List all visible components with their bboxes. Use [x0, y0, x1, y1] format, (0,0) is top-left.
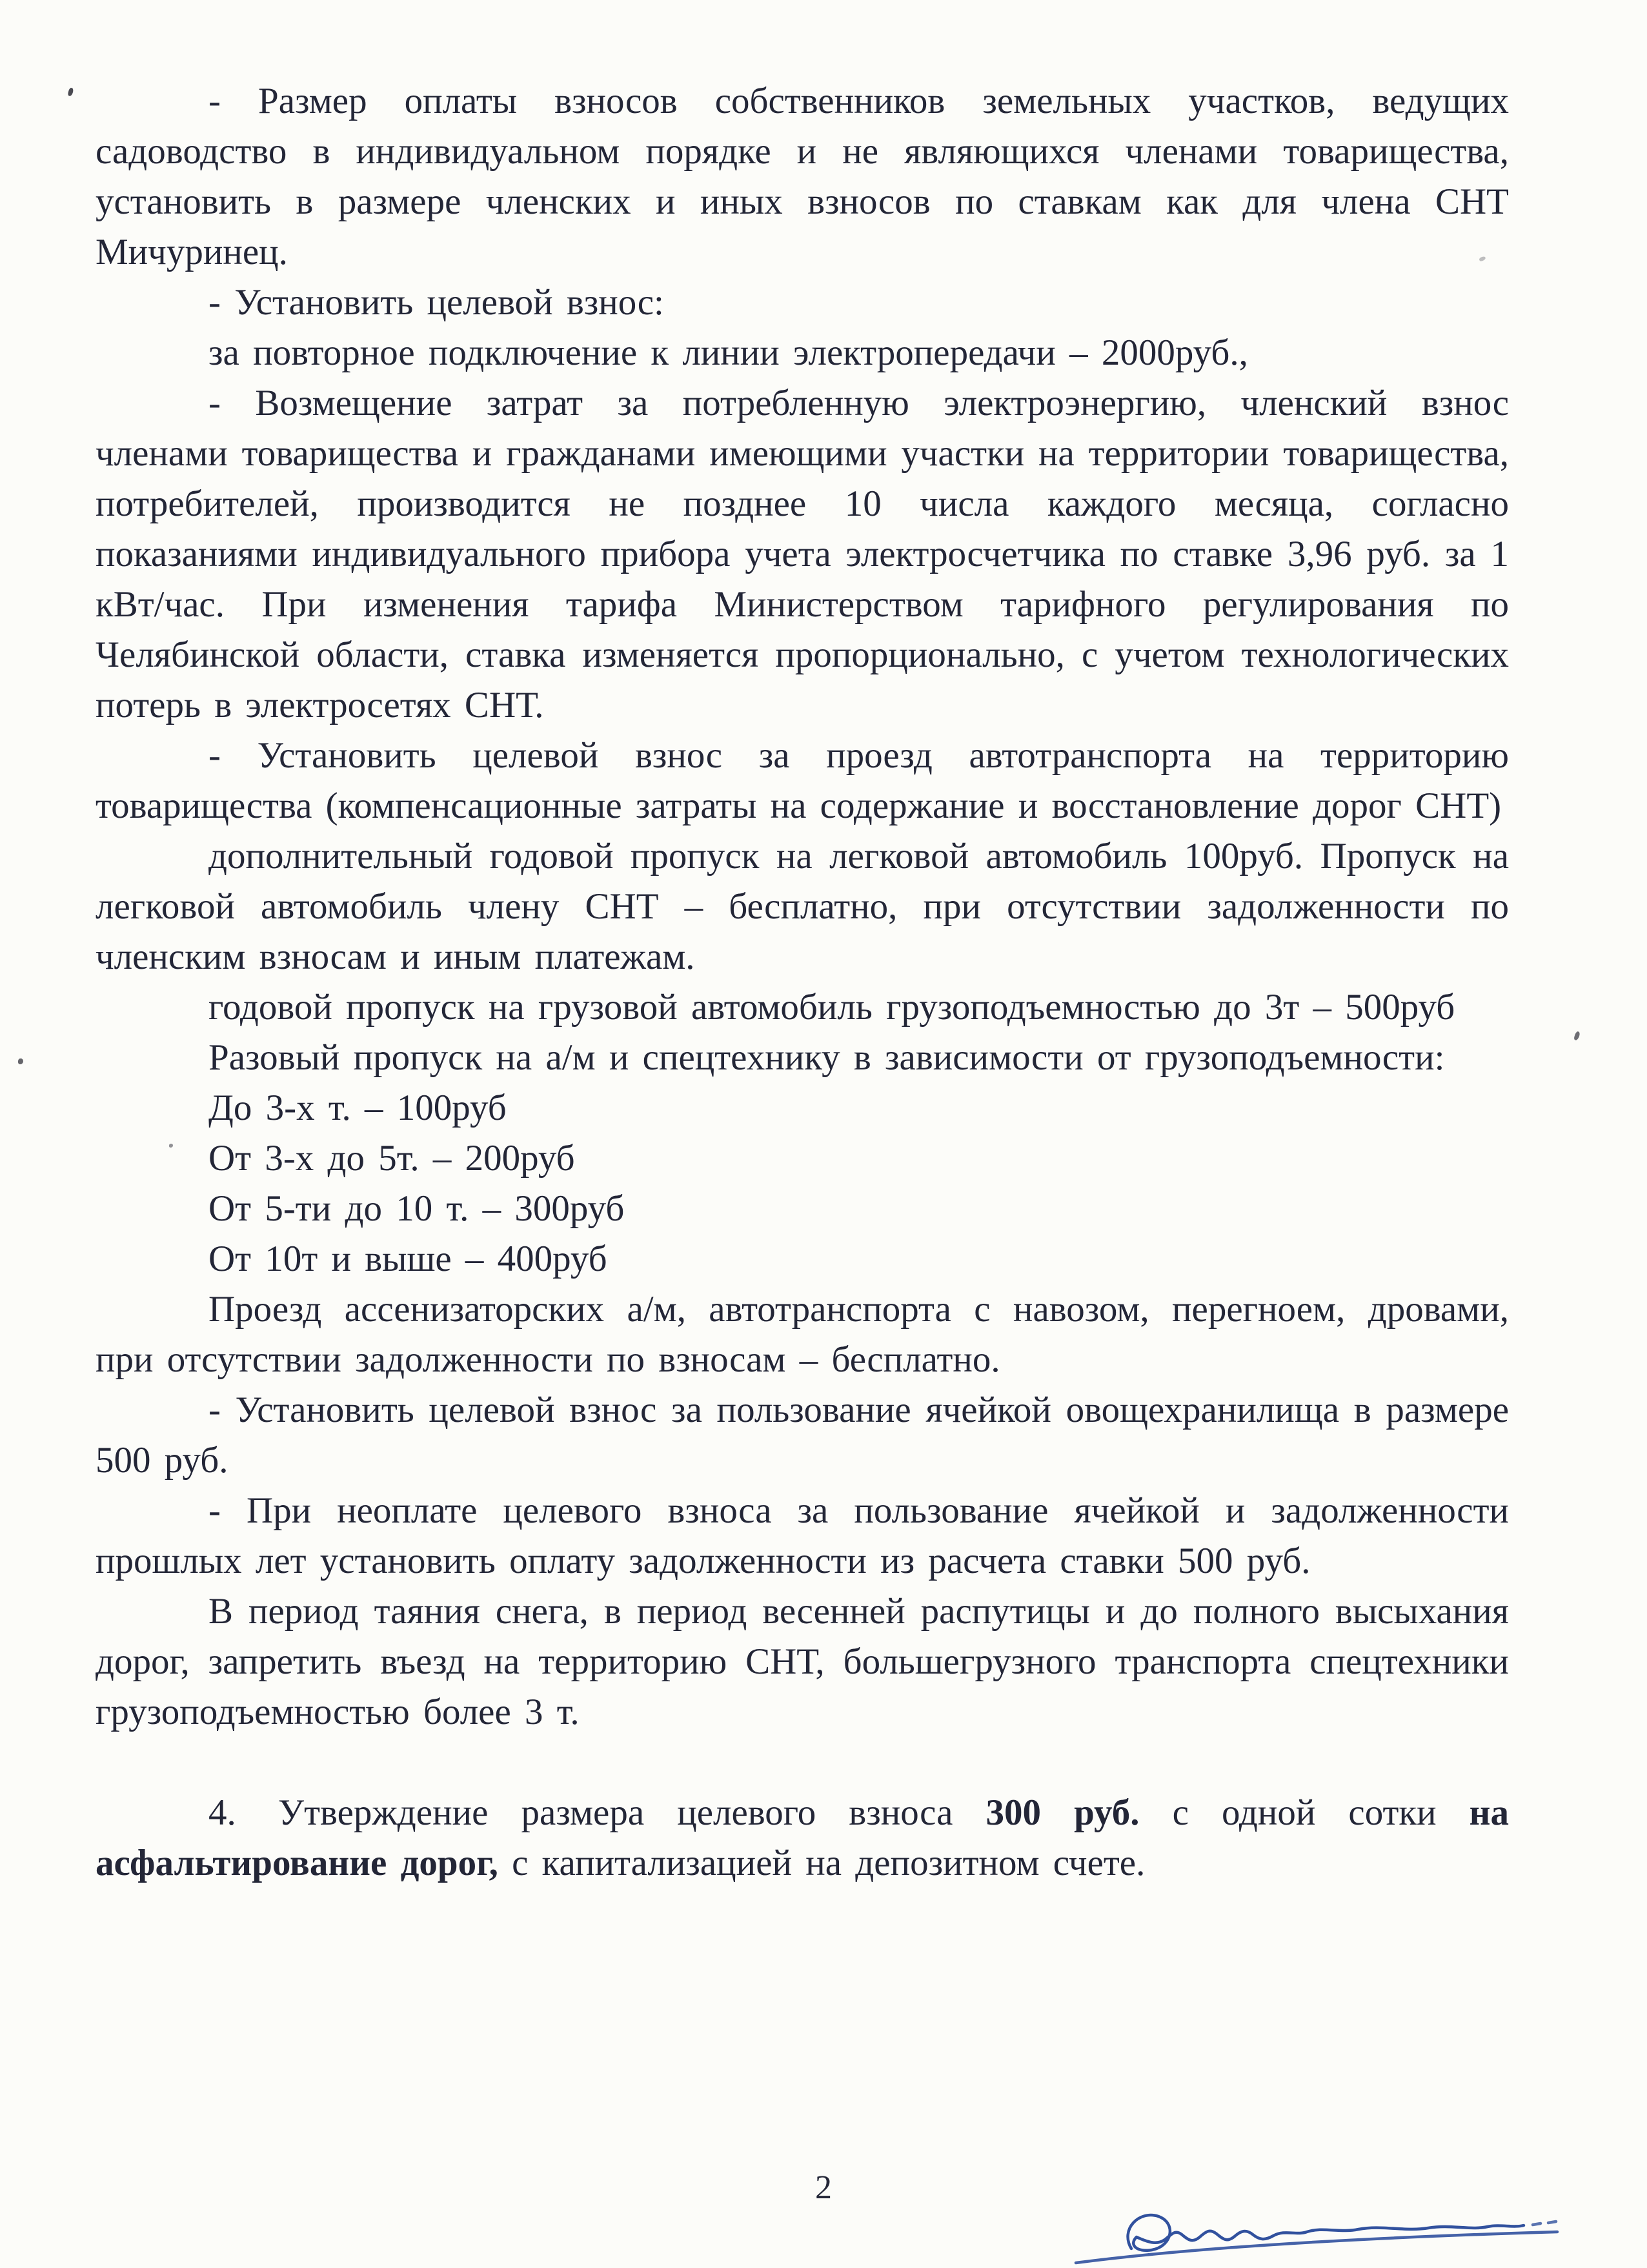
para-storage-cell-fee: - Установить целевой взнос за пользование ячейкой овощехранилища в размере 500 руб. [96, 1390, 1509, 1481]
signature-ink-icon [1068, 2192, 1578, 2268]
tariff-line-3-to-5t: От 3-х до 5т. – 200руб [208, 1138, 575, 1179]
para-storage-cell-debt: - При неоплате целевого взноса за пользование ячейкой и задолженности прошлых лет установить оплату задолженности из расчета ставки 500 руб. [96, 1490, 1509, 1581]
signature-underline-stroke [1076, 2232, 1557, 2263]
para-spring-road-ban: В период таяния снега, в период весенней распутицы и до полного высыхания дорог, запретить въезд на территорию СНТ, большегрузного транспорта спецтехники грузоподъемностью более 3 т. [96, 1591, 1509, 1732]
page-number: 2 [815, 2169, 832, 2206]
item4-text-3: с капитализацией на депозитном счете. [498, 1843, 1146, 1883]
item4-number: 4. [208, 1792, 236, 1833]
scan-speck [68, 87, 74, 96]
para-truck-annual-pass: годовой пропуск на грузовой автомобиль грузоподъемностью до 3т – 500руб [208, 987, 1455, 1028]
item4-text-1: Утверждение размера целевого взноса [278, 1792, 986, 1833]
para-single-pass-intro: Разовый пропуск на а/м и спецтехнику в зависимости от грузоподъемности: [208, 1037, 1445, 1078]
scan-speck [18, 1058, 23, 1064]
item4-amount-bold: 300 руб. [985, 1792, 1140, 1833]
scan-speck [1573, 1031, 1581, 1040]
para-reconnection-fee: за повторное подключение к линии электропередачи – 2000руб., [208, 332, 1248, 373]
para-individual-gardeners-fee: - Размер оплаты взносов собственников земельных участков, ведущих садоводство в индивидуальном порядке и не являющихся членами товарищества, установить в размере членских и иных взносов по ставкам как для члена СНТ Мичуринец. [96, 81, 1509, 272]
para-electricity-payment: - Возмещение затрат за потребленную электроэнергию, членский взнос членами товарищества и гражданами имеющими участки на территории товарищества, потребителей, производится не позднее 10 числа каждого месяца, согласно показаниями индивидуального прибора учета электросчетчика по ставке 3,96 руб. за 1 кВт/час. При изменения тарифа Министерством тарифного регулирования по Челябинской области, ставка изменяется пропорционально, с учетом технологических потерь в электросетях СНТ. [96, 383, 1509, 725]
document-body [96, 76, 1509, 1888]
signature-trailing-dashes [1533, 2222, 1556, 2225]
handwritten-signature [1068, 2192, 1578, 2268]
para-car-annual-pass: дополнительный годовой пропуск на легковой автомобиль 100руб. Пропуск на легковой автомобиль члену СНТ – бесплатно, при отсутствии задолженности по членским взносам и иным платежам. [96, 836, 1509, 977]
tariff-line-5-to-10t: От 5-ти до 10 т. – 300руб [208, 1188, 625, 1229]
para-vehicle-pass-fee: - Установить целевой взнос за проезд автотранспорта на территорию товарищества (компенсационные затраты на содержание и восстановление дорог СНТ) [96, 735, 1509, 826]
para-item4-asphalt-fee [96, 1788, 1509, 1888]
para-target-fee-heading: - Установить целевой взнос: [208, 282, 664, 323]
signature-scribble-stroke [1128, 2215, 1524, 2251]
tariff-line-10t-and-up: От 10т и выше – 400руб [208, 1239, 607, 1279]
para-free-pass-cases: Проезд ассенизаторских а/м, автотранспорта с навозом, перегноем, дровами, при отсутствии задолженности по взносам – бесплатно. [96, 1289, 1509, 1380]
item4-text-2: с одной сотки [1139, 1792, 1470, 1833]
tariff-line-up-to-3t: До 3-х т. – 100руб [208, 1088, 507, 1128]
item4-purpose-bold: на асфальтирование дорог, [96, 1792, 1510, 1883]
